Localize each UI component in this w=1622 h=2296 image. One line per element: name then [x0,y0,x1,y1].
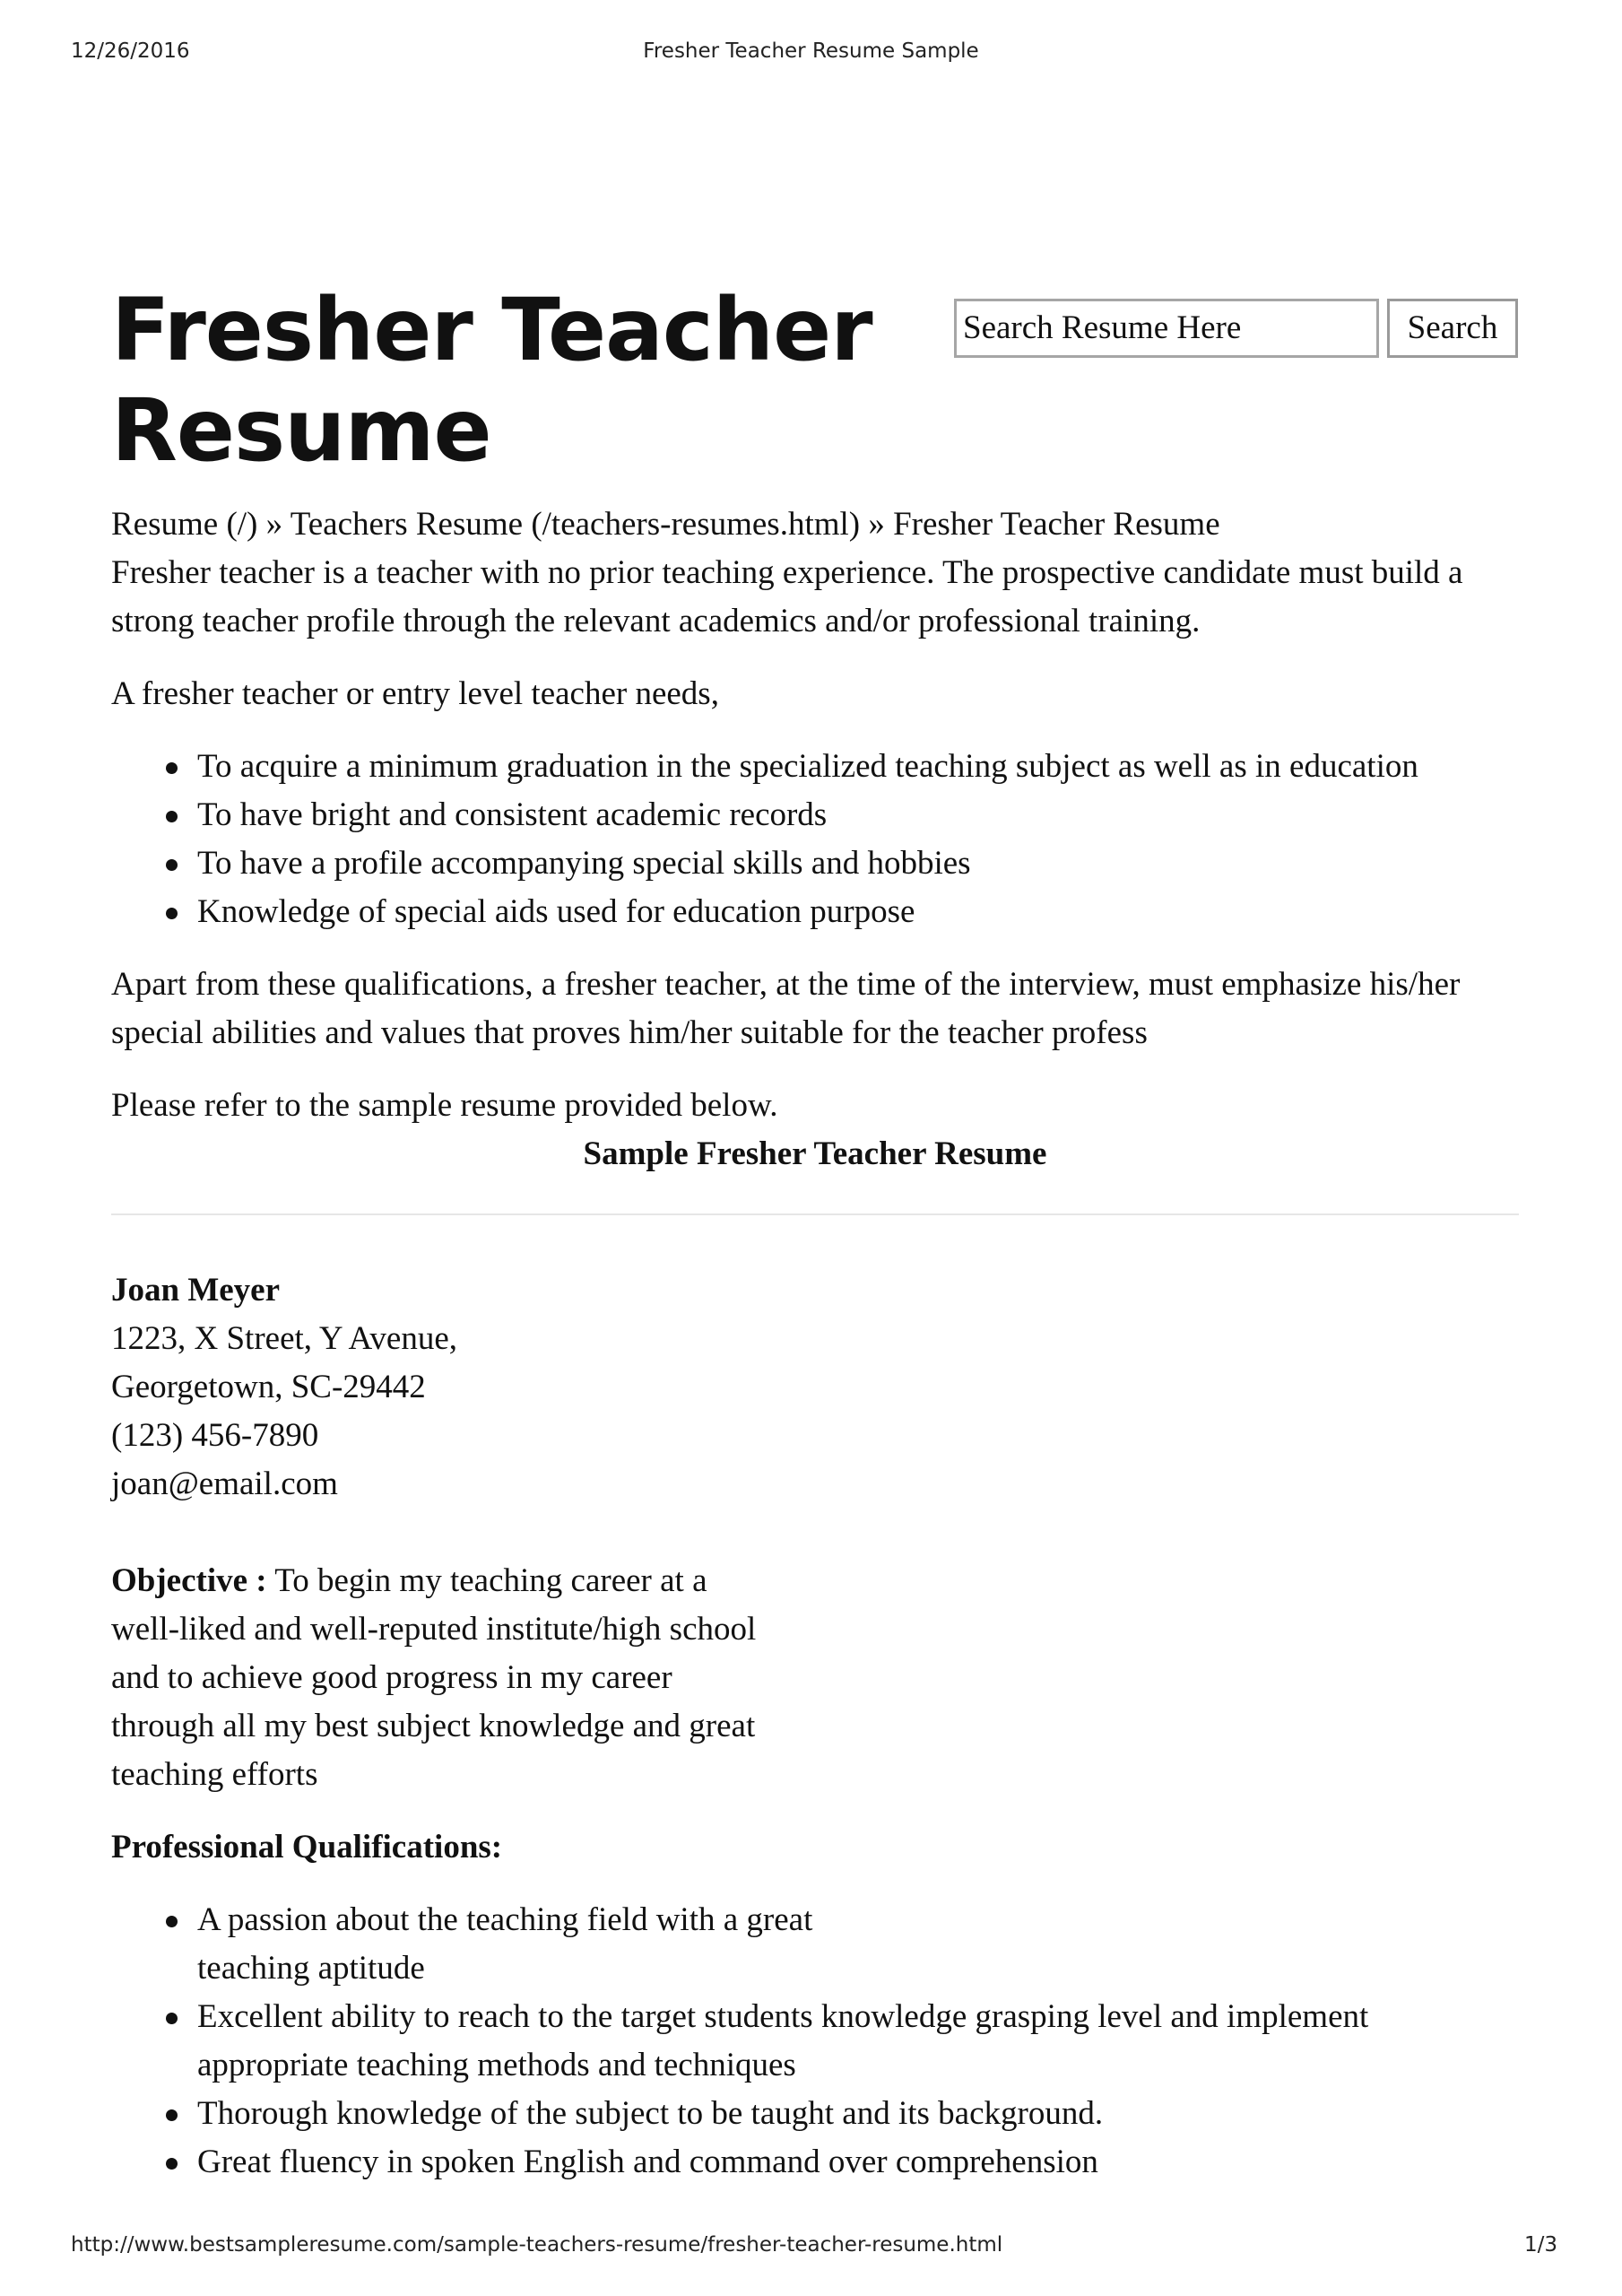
article-body [111,500,1519,2187]
list-item [197,1993,1519,2090]
list-item-text: To have bright and consistent academic records [197,796,828,833]
list-item-text: Thorough knowledge of the subject to be taught and its background. [197,2095,1104,2132]
bullet-icon [166,859,178,871]
list-item-text: Knowledge of special aids used for education purpose [197,893,915,930]
list-item [197,791,1519,839]
page-number: 1/3 [1523,2233,1557,2257]
print-title: Fresher Teacher Resume Sample [643,39,979,63]
address-line-2: Georgetown, SC-29442 [111,1369,426,1405]
print-footer [0,2233,1622,2260]
list-item [197,2138,1519,2187]
needs-intro: A fresher teacher or entry level teacher needs, [111,675,719,712]
search-input[interactable]: Search Resume Here [954,299,1379,358]
list-item-text: A passion about the teaching field with a great teaching aptitude [197,1901,813,1987]
address-line-1: 1223, X Street, Y Avenue, [111,1320,458,1357]
list-item-text: To acquire a minimum graduation in the specialized teaching subject as well as in education [197,748,1418,785]
bullet-icon [166,1916,178,1927]
breadcrumb: Resume (/) » Teachers Resume (/teachers-resumes.html) » Fresher Teacher Resume [111,506,1220,543]
list-item [197,839,1519,888]
page-title: Fresher Teacher Resume [111,280,872,481]
bullet-icon [166,762,178,774]
qualifications-list [111,1896,1519,2187]
bullet-icon [166,2109,178,2121]
resume-contact [111,1266,1519,1509]
qualifications-heading: Professional Qualifications: [111,1829,503,1866]
intro-paragraph: Fresher teacher is a teacher with no prior teaching experience. The prospective candidate must build a strong teacher profile through the relevant academics and/or professional training. [111,554,1463,639]
print-header [0,39,1622,66]
bullet-icon [166,2158,178,2170]
bullet-icon [166,811,178,822]
refer-paragraph: Please refer to the sample resume provided below. [111,1087,778,1124]
objective [111,1557,757,1799]
list-item-text: Great fluency in spoken English and command over comprehension [197,2144,1098,2180]
search-button[interactable]: Search [1387,299,1518,358]
list-item [197,888,1519,936]
page-url: http://www.bestsampleresume.com/sample-teachers-resume/fresher-teacher-resume.html [71,2233,1003,2257]
candidate-name: Joan Meyer [111,1272,281,1309]
phone: (123) 456-7890 [111,1417,319,1454]
print-date: 12/26/2016 [71,39,190,63]
objective-text: To begin my teaching career at a well-liked and well-reputed institute/high school and to achieve good progress in my career through all my best subject knowledge and great teaching efforts [111,1562,757,1793]
list-item [197,1896,897,1993]
list-item [197,743,1519,791]
bullet-icon [166,908,178,919]
list-item [197,2090,1519,2138]
sample-heading: Sample Fresher Teacher Resume [583,1135,1047,1172]
email: joan@email.com [111,1465,338,1502]
list-item-text: Excellent ability to reach to the target students knowledge grasping level and implement appropriate teaching methods and techniques [197,1998,1369,2083]
objective-label: Objective : [111,1562,267,1599]
needs-list [111,743,1519,936]
list-item-text: To have a profile accompanying special skills and hobbies [197,845,971,882]
divider [111,1213,1519,1215]
apart-paragraph: Apart from these qualifications, a fresher teacher, at the time of the interview, must emphasize his/her special abilities and values that proves him/her suitable for the teacher profess [111,966,1461,1051]
bullet-icon [166,2013,178,2024]
